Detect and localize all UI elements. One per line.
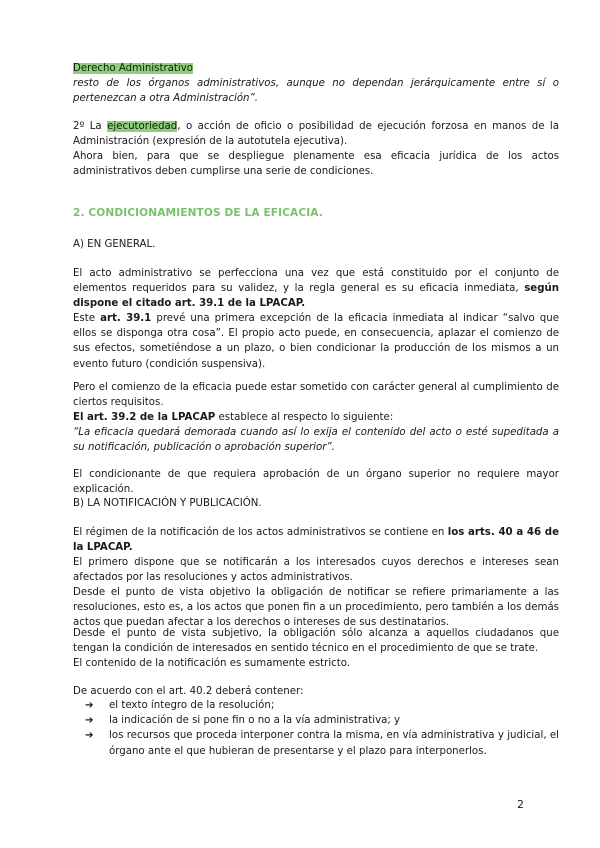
arrow-icon: ➔: [85, 730, 94, 742]
text-span: 2º La: [73, 121, 108, 132]
subheading-notificacion: B) LA NOTIFICACIÓN Y PUBLICACIÓN.: [73, 498, 262, 509]
paragraph-regimen: [73, 525, 559, 555]
list-item-text: los recursos que proceda interponer contra la misma, en vía administrativa y judicial, el órgano ante el que hubieran de presentarse y el plazo para interponerlos.: [109, 730, 559, 757]
page-number: 2: [517, 798, 524, 811]
text-span: establece al respecto lo siguiente:: [215, 412, 394, 423]
highlighted-term: ejecutoriedad: [107, 121, 178, 132]
arrow-icon: ➔: [85, 700, 94, 711]
running-header-highlight: Derecho Administrativo: [73, 63, 193, 74]
paragraph-perfecciona: [73, 266, 559, 312]
list-item-text: el texto íntegro de la resolución;: [109, 700, 275, 711]
text-span: , o acción de oficio o posibilidad de ejecución forzosa en manos de la Administración (expresión de la autotutela ejecutiva).: [73, 121, 559, 148]
paragraph-condicionante: El condicionante de que requiera aprobación de un órgano superior no requiere mayor explicación.: [73, 469, 559, 496]
text-span: El acto administrativo se perfecciona una vez que está constituido por el conjunto de elementos requeridos para su validez, y la regla general es su eficacia inmediata,: [73, 268, 559, 295]
paragraph-subjetivo: Desde el punto de vista subjetivo, la obligación sólo alcanza a aquellos ciudadanos que tengan la condición de interesados en sentido técnico en el procedimiento de que se trate.: [73, 628, 559, 655]
paragraph-ejecutoriedad: [73, 119, 559, 149]
paragraph-condiciones: Ahora bien, para que se despliegue plenamente esa eficacia jurídica de los actos administrativos deben cumplirse una serie de condiciones.: [73, 151, 559, 178]
arrow-icon: ➔: [85, 715, 94, 727]
paragraph-art-39-2: [73, 410, 559, 425]
list-item: [73, 713, 559, 728]
bold-reference: según dispone el citado art. 39.1 de la LPACAP.: [73, 283, 559, 310]
text-span: prevé una primera excepción de la eficacia inmediata al indicar “salvo que ellos se disponga otra cosa”. El propio acto puede, en consecuencia, aplazar el comienzo de sus efectos, sometiéndose a un plazo, o bien condicionar la producción de los mismos a un evento futuro (condición suspensiva).: [73, 313, 559, 370]
legal-quote: “La eficacia quedará demorada cuando así lo exija el contenido del acto o esté supeditada a su notificación, publicación o aprobación superior”.: [73, 427, 559, 454]
list-item: [73, 698, 559, 713]
bold-reference: art. 39.1: [100, 313, 152, 324]
requirements-list: [73, 698, 559, 759]
text-span: El régimen de la notificación de los actos administrativos se contiene en: [73, 527, 448, 538]
paragraph-requisitos: Pero el comienzo de la eficacia puede estar sometido con carácter general al cumplimiento de ciertos requisitos.: [73, 382, 559, 409]
paragraph-art-39-1: [73, 311, 559, 372]
paragraph-objetivo: Desde el punto de vista objetivo la obligación de notificar se refiere primariamente a las resoluciones, esto es, a los actos que ponen fin a un procedimiento, pero también a los demás actos que puedan afectar a los derechos o intereses de sus destinatarios.: [73, 587, 559, 629]
continued-quote: resto de los órganos administrativos, aunque no dependan jerárquicamente entre sí o pertenezcan a otra Administración”.: [73, 78, 559, 105]
text-span: Este: [73, 313, 101, 324]
list-item-text: la indicación de si pone fin o no a la vía administrativa; y: [109, 715, 401, 727]
running-header: [73, 61, 559, 76]
paragraph-art-40-2: De acuerdo con el art. 40.2 deberá contener:: [73, 686, 304, 697]
bold-reference: El art. 39.2 de la LPACAP: [73, 412, 216, 423]
section-heading: 2. CONDICIONAMIENTOS DE LA EFICACIA.: [73, 207, 323, 219]
paragraph-primero: El primero dispone que se notificarán a los interesados cuyos derechos e intereses sean afectados por las resoluciones y actos administrativos.: [73, 557, 559, 584]
subheading-general: A) EN GENERAL.: [73, 239, 156, 250]
list-item: [73, 728, 559, 758]
bold-reference: los arts. 40 a 46 de la LPACAP.: [73, 527, 560, 554]
paragraph-contenido: El contenido de la notificación es sumamente estricto.: [73, 658, 351, 669]
